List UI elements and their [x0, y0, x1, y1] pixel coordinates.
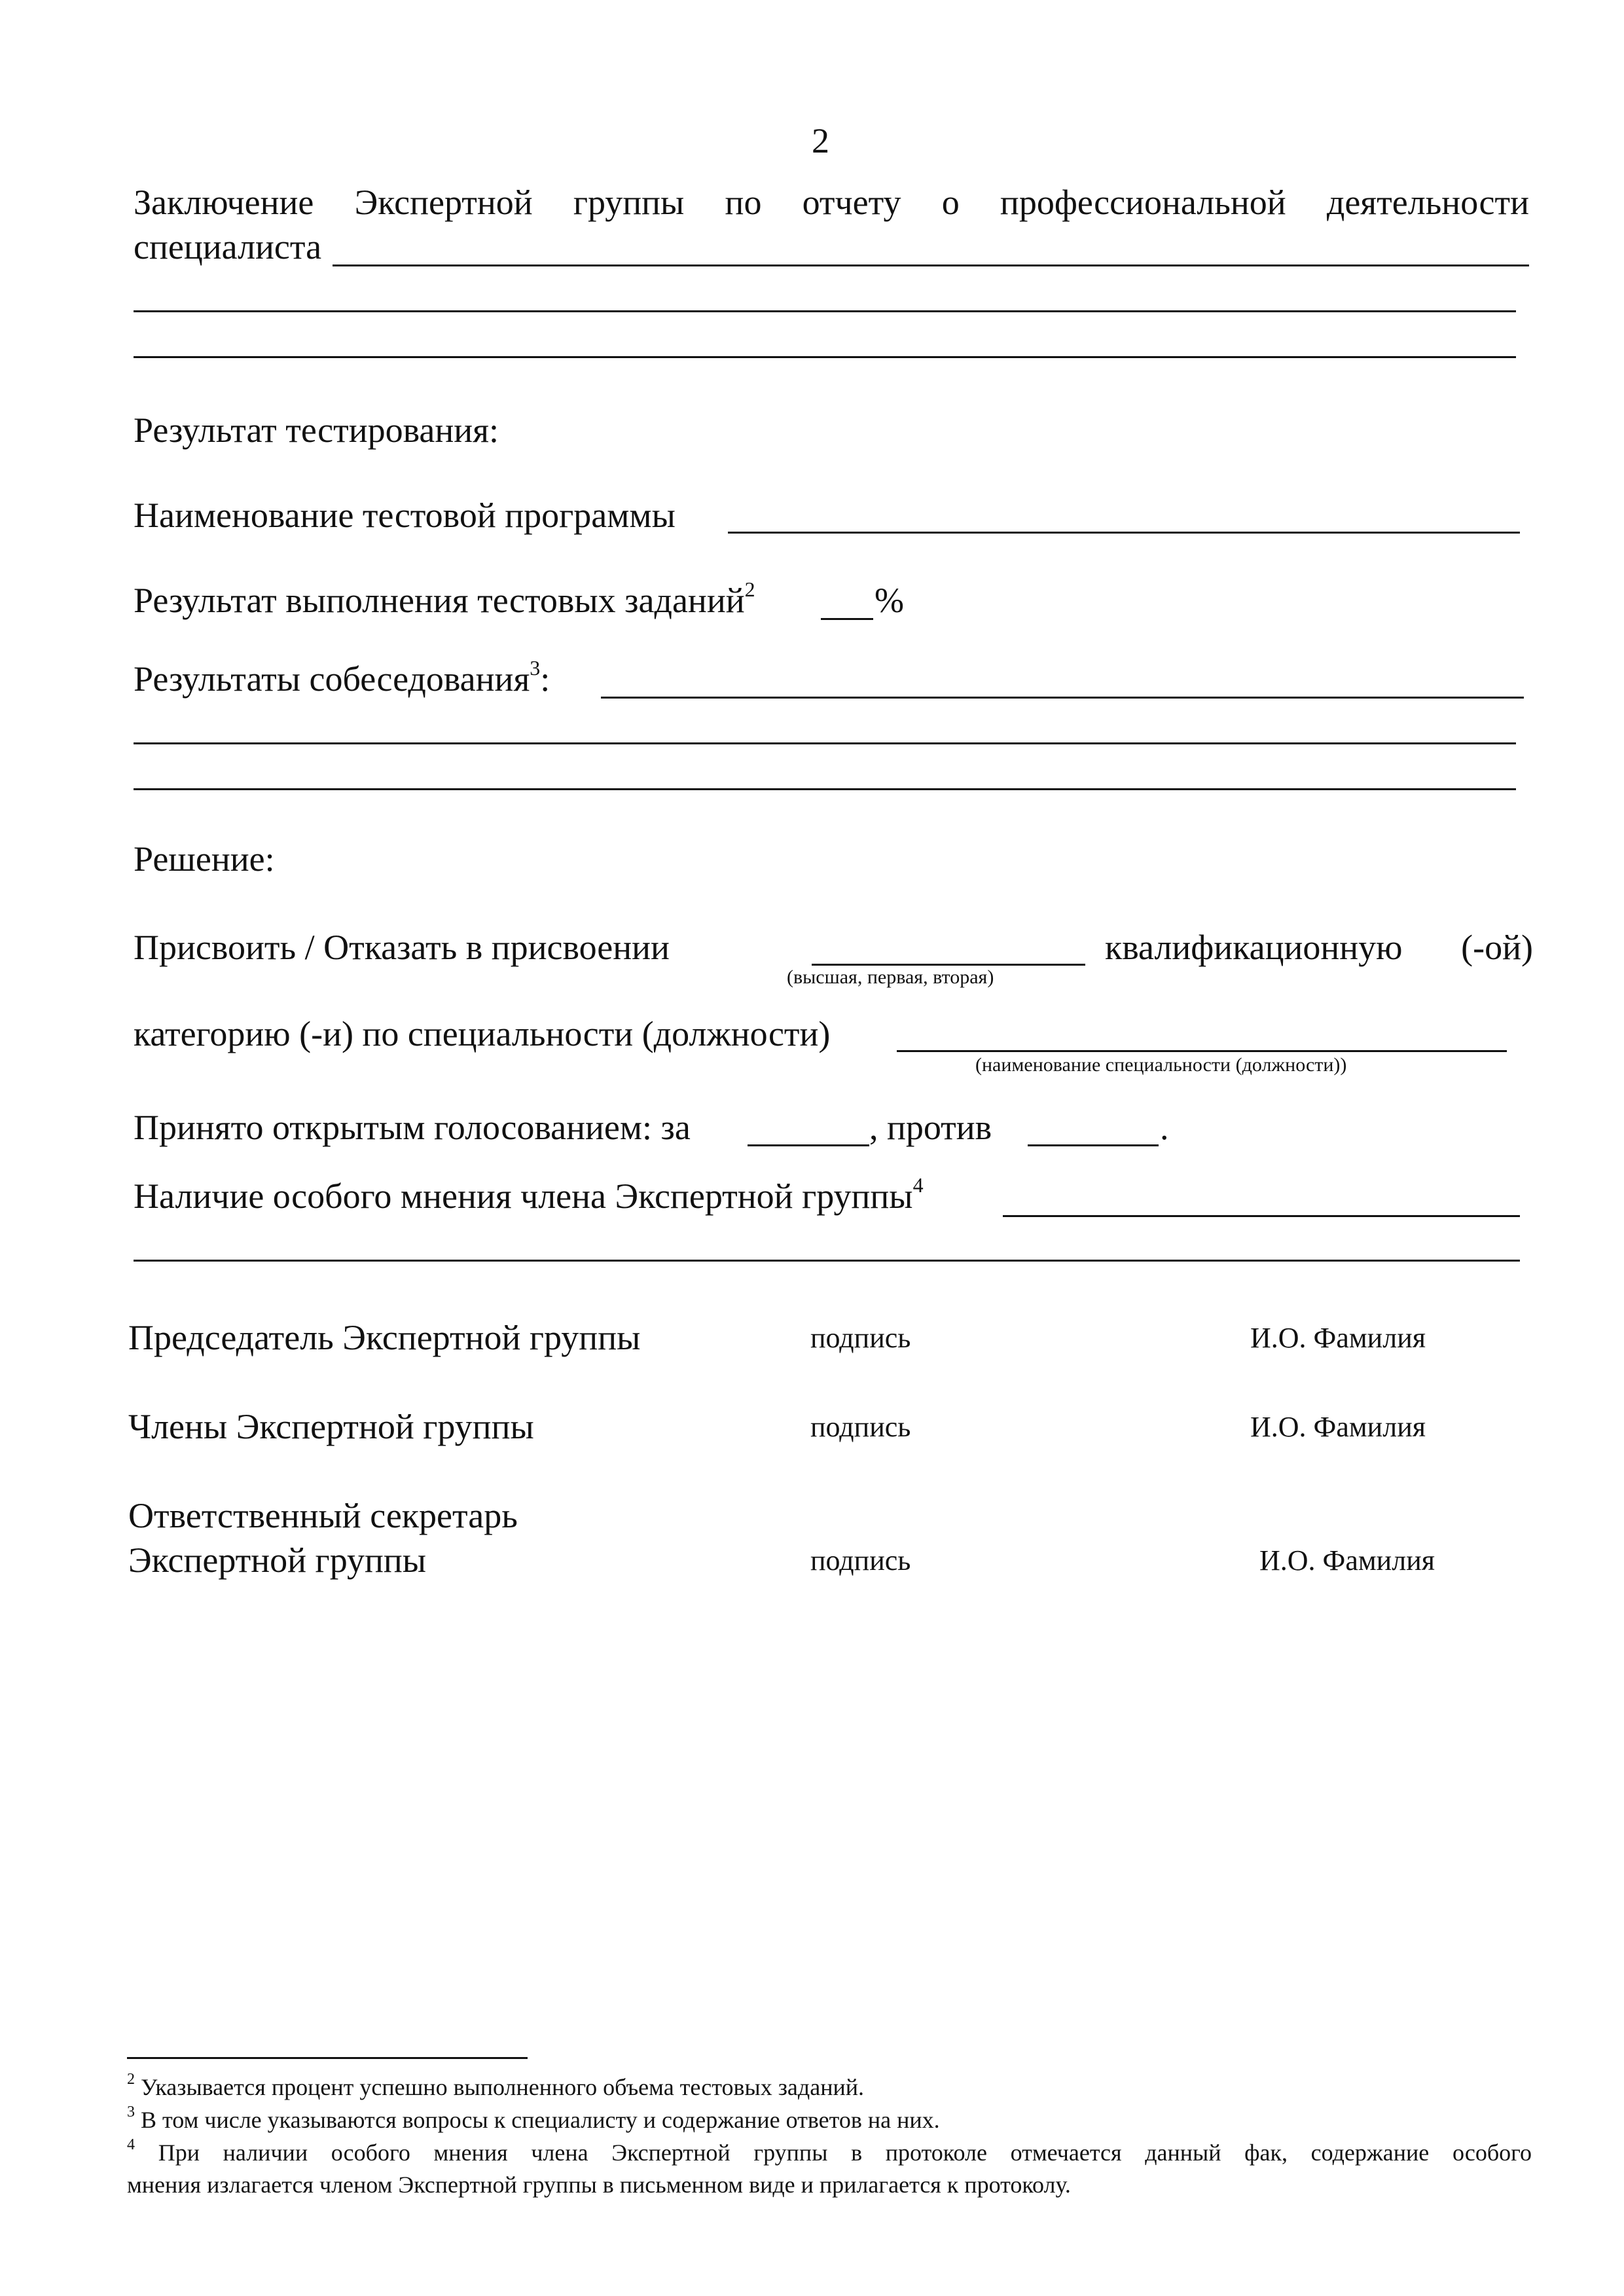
footnote-4-number: 4 — [127, 2136, 135, 2153]
footnote-separator — [127, 2057, 528, 2059]
test-program-field[interactable] — [728, 532, 1520, 534]
specialty-field[interactable] — [897, 1050, 1507, 1052]
signature-role-secretary-line-1: Ответственный секретарь — [128, 1496, 518, 1535]
test-tasks-percent-field[interactable] — [821, 618, 873, 620]
signature-role-secretary-line-2: Экспертной группы — [128, 1540, 427, 1580]
category-hint: (высшая, первая, вторая) — [787, 966, 994, 988]
footnote-ref-2: 2 — [744, 577, 755, 601]
qualification-label: квалификационную (-ой) — [1105, 928, 1533, 967]
footnote-4-line-1 — [127, 2137, 1532, 2169]
interview-blank-line-2[interactable] — [134, 788, 1516, 790]
footnote-2-text: Указывается процент успешно выполненного объема тестовых заданий. — [141, 2074, 864, 2100]
testing-heading: Результат тестирования: — [134, 410, 499, 450]
footnote-2 — [127, 2071, 864, 2104]
interview-blank-line-1[interactable] — [134, 742, 1516, 744]
vote-against-field[interactable] — [1028, 1144, 1159, 1146]
signature-placeholder-chairman[interactable]: подпись — [810, 1322, 911, 1354]
test-program-label: Наименование тестовой программы — [134, 496, 676, 535]
vote-end: . — [1160, 1108, 1169, 1147]
dissent-label — [134, 1173, 924, 1216]
conclusion-line-1: Заключение Экспертной группы по отчету о профессиональной деятельности — [134, 183, 1529, 222]
conclusion-specialist-field[interactable] — [333, 264, 1529, 266]
decision-heading: Решение: — [134, 839, 275, 879]
signature-name-chairman: И.О. Фамилия — [1250, 1322, 1426, 1354]
signature-placeholder-members[interactable]: подпись — [810, 1411, 911, 1443]
vote-for-field[interactable] — [748, 1144, 869, 1146]
dissent-text: Наличие особого мнения члена Экспертной группы — [134, 1176, 913, 1216]
footnote-3-number: 3 — [127, 2104, 135, 2121]
signature-role-chairman: Председатель Экспертной группы — [128, 1318, 641, 1357]
conclusion-blank-line-1[interactable] — [134, 310, 1516, 312]
signature-placeholder-secretary[interactable]: подпись — [810, 1544, 911, 1576]
dissent-blank-line[interactable] — [134, 1260, 1520, 1262]
specialty-hint: (наименование специальности (должности)) — [975, 1054, 1347, 1076]
category-field[interactable] — [812, 964, 1085, 966]
signature-role-members: Члены Экспертной группы — [128, 1407, 534, 1446]
interview-label — [134, 656, 550, 699]
interview-colon: : — [540, 659, 550, 699]
category-specialty-label: категорию (-и) по специальности (должности) — [134, 1014, 831, 1053]
test-tasks-label — [134, 577, 755, 620]
assign-label: Присвоить / Отказать в присвоении — [134, 928, 670, 967]
footnote-3-text: В том числе указываются вопросы к специалисту и содержание ответов на них. — [141, 2107, 940, 2133]
vote-label: Принято открытым голосованием: за — [134, 1108, 691, 1147]
dissent-field[interactable] — [1003, 1215, 1520, 1217]
vote-against-label: , против — [869, 1108, 992, 1147]
footnote-4 — [127, 2137, 1532, 2200]
signature-name-members: И.О. Фамилия — [1250, 1411, 1426, 1443]
footnote-ref-3: 3 — [530, 656, 541, 680]
page-number: 2 — [812, 121, 829, 160]
test-tasks-text: Результат выполнения тестовых заданий — [134, 581, 745, 620]
footnote-3 — [127, 2104, 940, 2136]
footnote-2-number: 2 — [127, 2071, 135, 2088]
conclusion-blank-line-2[interactable] — [134, 356, 1516, 358]
interview-text: Результаты собеседования — [134, 659, 530, 699]
signature-name-secretary: И.О. Фамилия — [1259, 1544, 1435, 1576]
footnote-ref-4: 4 — [912, 1173, 924, 1197]
test-tasks-unit: % — [875, 581, 904, 620]
footnote-4-text-1: При наличии особого мнения члена Экспертной группы в протоколе отмечается данный фак, содержание особого — [158, 2140, 1532, 2166]
conclusion-specialist-label: специалиста — [134, 227, 322, 266]
footnote-4-line-2: мнения излагается членом Экспертной группы в письменном виде и прилагается к протоколу. — [127, 2171, 1071, 2198]
interview-field[interactable] — [601, 697, 1524, 699]
